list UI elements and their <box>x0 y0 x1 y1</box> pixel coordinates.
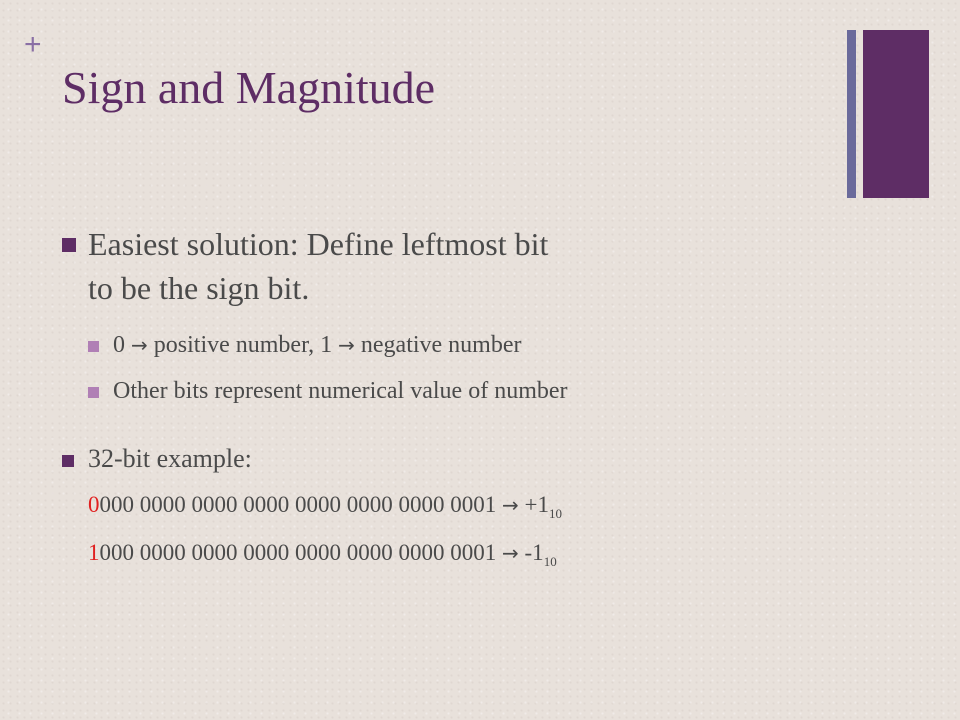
sign-bit: 0 <box>88 492 100 517</box>
example-positive-one <box>88 490 562 529</box>
accent-bar-thick <box>863 30 929 198</box>
right-arrow-icon: → <box>131 333 148 357</box>
right-arrow-icon: → <box>502 493 519 517</box>
base-subscript: 10 <box>543 554 557 569</box>
right-arrow-icon: → <box>502 541 519 565</box>
sub-bullet-zero: 0 <box>113 332 125 358</box>
bullet-square-icon <box>88 387 99 398</box>
base-subscript: 10 <box>549 506 562 521</box>
plus-icon: + <box>24 28 42 61</box>
sub-bullet-other-bits <box>88 376 568 406</box>
bullet-square-icon <box>88 341 99 352</box>
bullet-text: 32-bit example: <box>88 444 252 473</box>
bullet-text-line2: to be the sign bit. <box>88 270 310 306</box>
bullet-square-icon <box>62 238 76 252</box>
decimal-result: -1 <box>524 540 544 565</box>
bullet-easiest-solution <box>62 222 822 310</box>
accent-bar-thin <box>847 30 856 198</box>
sub-bullet-negative: negative number <box>360 332 522 358</box>
sub-bullet-sign-values <box>88 330 522 360</box>
slide-title: Sign and Magnitude <box>62 62 436 113</box>
bullet-square-icon <box>62 455 74 467</box>
sub-bullet-text: Other bits represent numerical value of number <box>113 378 568 404</box>
bullet-text-line1: Easiest solution: Define leftmost bit <box>88 226 549 262</box>
example-negative-one <box>88 538 557 577</box>
magnitude-bits: 000 0000 0000 0000 0000 0000 0000 0001 <box>99 540 497 565</box>
magnitude-bits: 000 0000 0000 0000 0000 0000 0000 0001 <box>99 492 497 517</box>
sign-bit: 1 <box>88 540 100 565</box>
sub-bullet-positive: positive number, 1 <box>153 332 333 358</box>
right-arrow-icon: → <box>338 333 355 357</box>
bullet-32bit-example <box>62 442 252 476</box>
decimal-result: +1 <box>524 492 549 517</box>
